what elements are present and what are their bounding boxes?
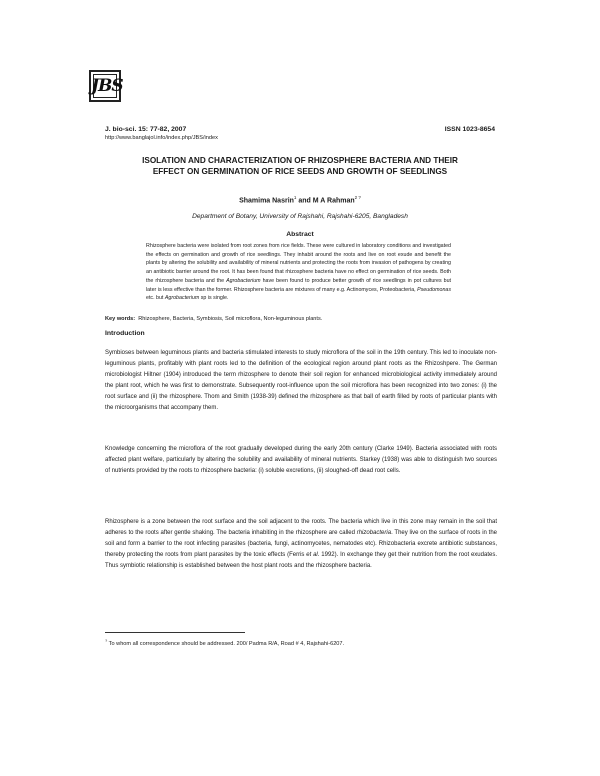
footnote-text: To whom all correspondence should be addressed. 200/ Padma R/A, Road # 4, Rajshahi-6207. [107,640,345,647]
paragraph-part: Rhizosphere is a zone between the root surface and the soil adjacent to the roots. The bacteria which live in this zone may remain in the soil that adheres to the roots after gentle shaking. The bacteria inhabiting in the rhizosphere are called [105,519,497,537]
author-1: Shamima Nasrin [239,197,294,205]
affiliation: Department of Botany, University of Rajshahi, Rajshahi-6205, Bangladesh [192,213,408,220]
intro-paragraph-2: Knowledge concerning the microflora of the root gradually developed during the early 20th century (Clarke 1949). Bacteria associated with roots affected plant welfare, particularly by altering the solubility and availability of mineral nutrients. Starkey (1938) was able to distinguish two sources of nutrients provided by the roots to rhizosphere bacteria: (i) soluble excretions, (ii) sloughed-off dead root cells. [105,446,497,475]
abstract-italic: Pseudomonas [417,286,451,293]
abstract-part: etc. but [146,295,165,302]
keywords-label: Key words: [105,316,136,322]
paragraph-italic: et al. [306,552,320,559]
author-2: and M A Rahman [296,197,355,205]
abstract-part: have been found to produce better growth of rice seedlings in pot cultures but later is less effective than the former. Rhizosphere bacteria are mixtures of many e.g. Actinomyces, Proteobacteria, [146,277,451,293]
issn: ISSN 1023-8654 [444,126,495,133]
abstract-heading: Abstract [286,231,314,238]
intro-paragraph-3 [105,517,497,572]
abstract-text [146,242,451,303]
authors [100,195,500,204]
abstract-italic: Agrobacterium [226,277,261,284]
footnote-rule [105,632,245,633]
paragraph-part: 1992). In exchange they get their nutrition from the root exudates. Thus symbiotic relationship is established between the host plant roots and the rhizosphere bacteria. [105,552,497,570]
title-line-2: EFFECT ON GERMINATION OF RICE SEEDS AND GROWTH OF SEEDLINGS [152,167,448,176]
author-2-sup: 2 ? [354,195,361,200]
keywords [105,316,505,322]
journal-logo [89,70,121,102]
journal-url: http://www.banglajol.info/index.php/JBS/index [105,135,218,141]
abstract-part: sp is single. [199,295,229,302]
paragraph-part: . They live on the surface of roots in the soil and form a barrier to the root infecting parasites (bacteria, fungi, actinomycetes, nematodes etc). Rhizobacteria excrete antibiotic substances, thereby protecting the roots from plant parasites by the toxic effects (Ferris [105,530,498,559]
footnote [105,638,344,647]
abstract-italic: Agrobacterium [164,295,200,302]
intro-paragraph-1: Symbioses between leguminous plants and bacteria stimulated interests to study microflora of the soil in the 19th century. This led to inoculate non-leguminous plants, profitably with plant roots led to the definition of the ecological region around plant roots as the Rhizoshpere. The German microbiologist Hiltner (1904) introduced the term rhizosphere to denote their soil region for enhanced microbiological activity immediately around the plant root, which he was first to demonstrate. Subsequently root-influence upon the soil microflora has been recognized into two zones: (i) the root surface and (ii) the rhizosphere. Thom and Smith (1938-39) defined the rhizosphere as that ball of earth filled by roots of particular plants with the microorganisms that accompany them. [105,350,497,412]
footnote-marker: ? [105,638,108,643]
title-line-1: ISOLATION AND CHARACTERIZATION OF RHIZOSPHERE BACTERIA AND THEIR [142,156,458,165]
paper-title [100,155,500,177]
logo-text: JBS [91,76,123,96]
keywords-text: Rhizosphere, Bacteria, Symbiosis, Soil microflora, Non-leguminous plants. [138,316,323,322]
abstract-part: Rhizosphere bacteria were isolated from root zones from rice fields. These were cultured in laboratory conditions and investigated the effects on germination and growth of rice seedlings. They inhabit around the roots and live on root exude and benefit the plants by altering the solubility and availability of mineral nutrients and protecting the roots from invasion of pathogens by creating an antibiotic barrier around the root. It has been found that rhizosphere bacteria have no effect on germination of rice seeds. Both the rhizosphere bacteria and the [146,243,451,284]
journal-citation: J. bio-sci. 15: 77-82, 2007 [105,126,187,133]
introduction-heading: Introduction [105,330,145,337]
author-1-sup: 1 [293,195,297,200]
paragraph-italic: rhizobacteria [356,530,392,537]
